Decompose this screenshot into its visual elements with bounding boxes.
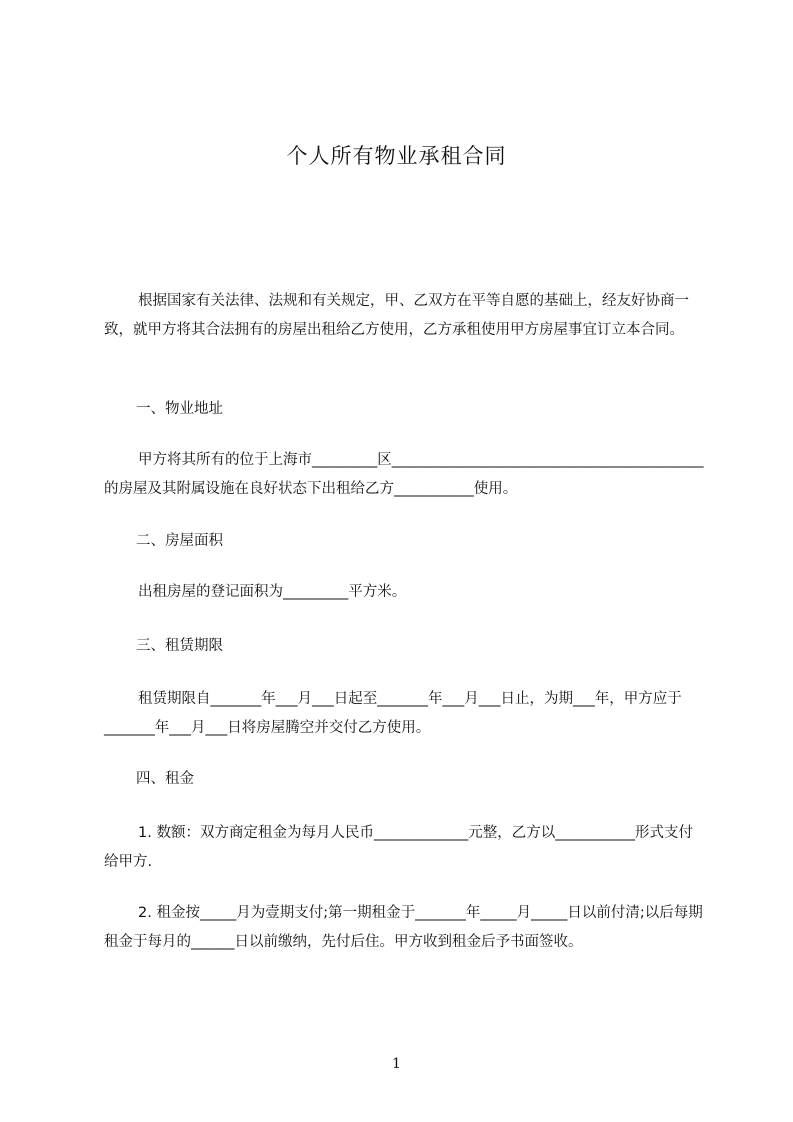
section-text-address: 甲方将其所有的位于上海市_________区___________________________________________的房屋及其附属设施在良好状态下出租给乙方___________使用。: [104, 452, 704, 497]
intro-paragraph: 根据国家有关法律、法规和有关规定，甲、乙双方在平等自愿的基础上，经友好协商一致，就甲方将其合法拥有的房屋出租给乙方使用，乙方承租使用甲方房屋事宜订立本合同。: [104, 293, 689, 338]
section-heading-address: 一、物业地址: [136, 401, 223, 417]
section-heading-area: 二、房屋面积: [136, 533, 223, 549]
section-heading-rent: 四、租金: [136, 771, 194, 787]
rent-clause-1: 1. 数额：双方商定租金为每月人民币_____________元整，乙方以___________形式支付给甲方.: [104, 825, 693, 870]
document-title: 个人所有物业承租合同: [286, 144, 507, 168]
section-text-area: 出租房屋的登记面积为_________平方米。: [138, 584, 407, 600]
section-text-term: 租赁期限自_______年___月___日起至_______年___月___日止，为期___年，甲方应于_______年___月___日将房屋腾空并交付乙方使用。: [104, 691, 682, 736]
page-number: 1: [392, 1056, 401, 1072]
rent-clause-2: 2. 租金按_____月为壹期支付;第一期租金于_______年_____月_____日以前付清;以后每期租金于每月的______日以前缴纳，先付后住。甲方收到租金后予书面签收。: [104, 905, 703, 950]
section-heading-term: 三、租赁期限: [136, 638, 223, 654]
